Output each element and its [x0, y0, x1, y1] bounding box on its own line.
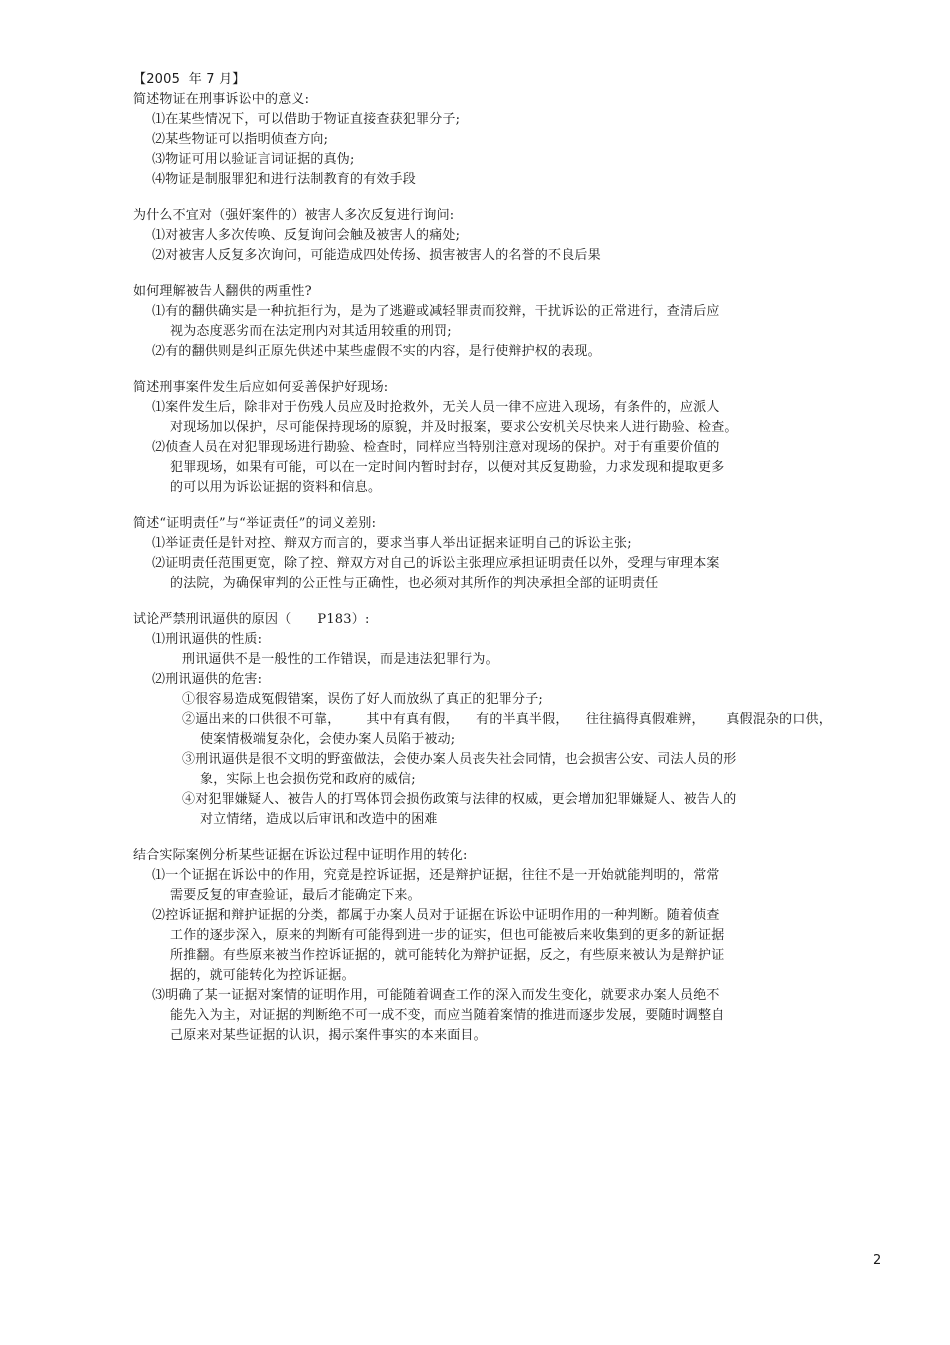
list-item: ⑵对被害人反复多次询问，可能造成四处传扬、损害被害人的名誉的不良后果	[152, 248, 601, 263]
list-item: ⑶明确了某一证据对案情的证明作用，可能随着调查工作的深入而发生变化，就要求办案人员绝不	[152, 988, 720, 1003]
list-item: ⑴对被害人多次传唤、反复询问会触及被害人的痛处;	[152, 228, 461, 243]
list-item: ⑵侦查人员在对犯罪现场进行勘验、检查时，同样应当特别注意对现场的保护。对于有重要价值的	[152, 440, 720, 455]
section-title: 试论严禁刑讯逼供的原因（ P183）:	[133, 612, 370, 627]
list-item: ⑴案件发生后，除非对于伤残人员应及时抢救外，无关人员一律不应进入现场，有条件的，应派人	[152, 400, 720, 415]
section-title: 为什么不宜对（强奸案件的）被害人多次反复进行询问:	[133, 208, 455, 223]
list-item-continuation: 对现场加以保护，尽可能保持现场的原貌，并及时报案，要求公安机关尽快来人进行勘验、检查。	[170, 420, 738, 435]
section-title: 简述“证明责任”与“举证责任”的词义差别:	[133, 516, 377, 531]
list-item-continuation: 己原来对某些证据的认识，揭示案件事实的本来面目。	[170, 1028, 487, 1043]
section-title: 如何理解被告人翻供的两重性?	[133, 284, 312, 299]
list-item-continuation: 需要反复的审查验证，最后才能确定下来。	[170, 888, 421, 903]
list-item: ⑶物证可用以验证言词证据的真伪;	[152, 152, 355, 167]
list-item-continuation: 能先入为主，对证据的判断绝不可一成不变，而应当随着案情的推进而逐步发展，要随时调整自	[170, 1008, 725, 1023]
list-item: ⑴举证责任是针对控、辩双方而言的，要求当事人举出证据来证明自己的诉讼主张;	[152, 536, 632, 551]
sub-list-item: ④对犯罪嫌疑人、被告人的打骂体罚会损伤政策与法律的权威，更会增加犯罪嫌疑人、被告人的	[182, 792, 737, 807]
list-item: ⑴一个证据在诉讼中的作用，究竟是控诉证据，还是辩护证据，往往不是一开始就能判明的，常常	[152, 868, 720, 883]
list-item: ⑵某些物证可以指明侦查方向;	[152, 132, 329, 147]
list-item: ⑵控诉证据和辩护证据的分类，都属于办案人员对于证据在诉讼中证明作用的一种判断。随着侦查	[152, 908, 720, 923]
list-item-continuation: 据的，就可能转化为控诉证据。	[170, 968, 355, 983]
sub-list-item-continuation: 象，实际上也会损伤党和政府的威信;	[200, 772, 416, 787]
list-item-continuation: 的法院，为确保审判的公正性与正确性，也必须对其所作的判决承担全部的证明责任	[170, 576, 659, 591]
sub-list-item: ①很容易造成冤假错案，误伤了好人而放纵了真正的犯罪分子;	[182, 692, 543, 707]
list-item-continuation: 视为态度恶劣而在法定刑内对其适用较重的刑罚;	[170, 324, 452, 339]
sub-list-item: ②逼出来的口供很不可靠， 其中有真有假， 有的半真半假， 往往搞得真假难辨， 真假混杂的口供，	[182, 712, 832, 727]
list-item: ⑵证明责任范围更宽，除了控、辩双方对自己的诉讼主张理应承担证明责任以外，受理与审理本案	[152, 556, 720, 571]
list-item-continuation: 工作的逐步深入，原来的判断有可能得到进一步的证实，但也可能被后来收集到的更多的新证据	[170, 928, 725, 943]
list-item: ⑷物证是制服罪犯和进行法制教育的有效手段	[152, 172, 417, 187]
list-item: ⑴在某些情况下，可以借助于物证直接查获犯罪分子;	[152, 112, 461, 127]
list-item-continuation: 的可以用为诉讼证据的资料和信息。	[170, 480, 382, 495]
list-item: ⑴有的翻供确实是一种抗拒行为，是为了逃避或减轻罪责而狡辩，干扰诉讼的正常进行，查清后应	[152, 304, 720, 319]
sub-list-item-continuation: 对立情绪，造成以后审讯和改造中的困难	[200, 812, 438, 827]
list-item-continuation: 所推翻。有些原来被当作控诉证据的，就可能转化为辩护证据，反之，有些原来被认为是辩护证	[170, 948, 725, 963]
sub-list-item: ③刑讯逼供是很不文明的野蛮做法，会使办案人员丧失社会同情，也会损害公安、司法人员的形	[182, 752, 737, 767]
section-title: 简述刑事案件发生后应如何妥善保护好现场:	[133, 380, 389, 395]
section-title: 简述物证在刑事诉讼中的意义:	[133, 92, 310, 107]
list-item: ⑴刑讯逼供的性质:	[152, 632, 263, 647]
list-item-continuation: 犯罪现场，如果有可能，可以在一定时间内暂时封存，以便对其反复勘验，力求发现和提取更多	[170, 460, 725, 475]
list-item: ⑵刑讯逼供的危害:	[152, 672, 263, 687]
document-header: 【2005 年 7 月】	[133, 72, 246, 87]
page-number: 2	[873, 1253, 882, 1268]
list-item: ⑵有的翻供则是纠正原先供述中某些虚假不实的内容，是行使辩护权的表现。	[152, 344, 601, 359]
list-item-text: 刑讯逼供不是一般性的工作错误，而是违法犯罪行为。	[182, 652, 499, 667]
sub-list-item-continuation: 使案情极端复杂化，会使办案人员陷于被动;	[200, 732, 456, 747]
section-title: 结合实际案例分析某些证据在诉讼过程中证明作用的转化:	[133, 848, 468, 863]
